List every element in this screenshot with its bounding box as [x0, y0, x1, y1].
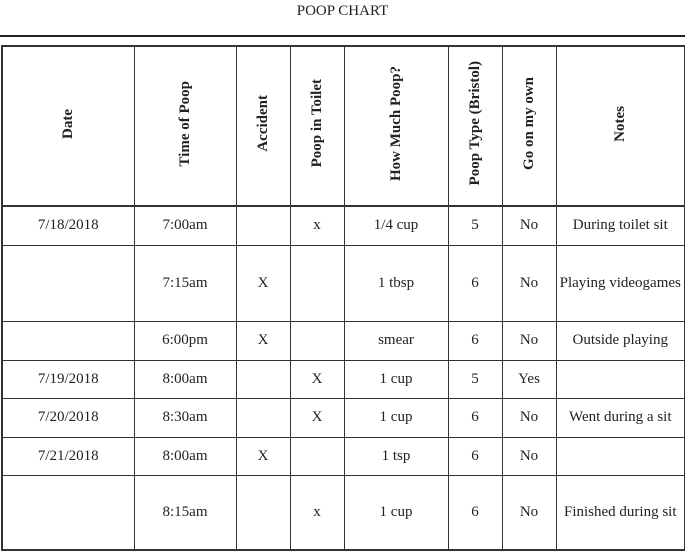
cell-amount: 1 cup [344, 398, 448, 437]
cell-in-toilet [290, 437, 344, 475]
cell-on-own: No [502, 206, 556, 245]
cell-date: 7/18/2018 [2, 206, 134, 245]
column-header-label: How Much Poop? [387, 65, 404, 181]
cell-amount: 1 tsp [344, 437, 448, 475]
poop-chart-table [1, 45, 685, 551]
cell-notes: Went during a sit [556, 398, 685, 437]
column-header-time [134, 46, 236, 206]
divider [0, 35, 685, 37]
cell-in-toilet: x [290, 475, 344, 550]
column-header-label: Time of Poop [176, 80, 193, 167]
column-header-label: Notes [611, 105, 628, 142]
cell-date [2, 321, 134, 360]
cell-type: 6 [448, 398, 502, 437]
table-row [2, 321, 685, 360]
table-row [2, 398, 685, 437]
cell-date: 7/20/2018 [2, 398, 134, 437]
cell-time: 7:00am [134, 206, 236, 245]
cell-accident: X [236, 321, 290, 360]
cell-notes: Playing videogames [556, 245, 685, 321]
column-header-in-toilet [290, 46, 344, 206]
table-row [2, 360, 685, 398]
cell-date [2, 475, 134, 550]
cell-on-own: No [502, 321, 556, 360]
cell-on-own: No [502, 437, 556, 475]
cell-on-own: No [502, 475, 556, 550]
cell-on-own: Yes [502, 360, 556, 398]
column-header-date [2, 46, 134, 206]
column-header-notes [556, 46, 685, 206]
cell-accident [236, 475, 290, 550]
cell-time: 8:15am [134, 475, 236, 550]
cell-in-toilet [290, 321, 344, 360]
cell-type: 6 [448, 475, 502, 550]
cell-amount: 1/4 cup [344, 206, 448, 245]
cell-accident [236, 206, 290, 245]
cell-in-toilet: X [290, 360, 344, 398]
cell-in-toilet [290, 245, 344, 321]
cell-date [2, 245, 134, 321]
column-header-type [448, 46, 502, 206]
cell-accident: X [236, 245, 290, 321]
cell-notes [556, 437, 685, 475]
cell-type: 6 [448, 245, 502, 321]
cell-accident [236, 360, 290, 398]
column-header-amount [344, 46, 448, 206]
table-row [2, 206, 685, 245]
cell-date: 7/19/2018 [2, 360, 134, 398]
cell-type: 5 [448, 206, 502, 245]
cell-time: 8:30am [134, 398, 236, 437]
cell-on-own: No [502, 398, 556, 437]
cell-time: 8:00am [134, 437, 236, 475]
page-title: POOP CHART [296, 3, 389, 19]
cell-type: 6 [448, 437, 502, 475]
column-header-label: Accident [254, 95, 271, 152]
cell-time: 6:00pm [134, 321, 236, 360]
cell-date: 7/21/2018 [2, 437, 134, 475]
cell-time: 7:15am [134, 245, 236, 321]
cell-amount: 1 tbsp [344, 245, 448, 321]
table-row [2, 437, 685, 475]
cell-in-toilet: X [290, 398, 344, 437]
column-header-label: Poop in Toilet [308, 79, 325, 168]
cell-notes: During toilet sit [556, 206, 685, 245]
cell-notes [556, 360, 685, 398]
table-row [2, 245, 685, 321]
cell-accident: X [236, 437, 290, 475]
cell-time: 8:00am [134, 360, 236, 398]
cell-amount: 1 cup [344, 360, 448, 398]
cell-on-own: No [502, 245, 556, 321]
table-row [2, 475, 685, 550]
column-header-on-own [502, 46, 556, 206]
column-header-label: Go on my own [520, 77, 537, 170]
cell-amount: smear [344, 321, 448, 360]
cell-amount: 1 cup [344, 475, 448, 550]
column-header-label: Date [59, 108, 76, 139]
column-header-accident [236, 46, 290, 206]
cell-in-toilet: x [290, 206, 344, 245]
column-header-label: Poop Type (Bristol) [466, 61, 483, 186]
cell-accident [236, 398, 290, 437]
header-row [2, 46, 685, 206]
cell-notes: Outside playing [556, 321, 685, 360]
cell-notes: Finished during sit [556, 475, 685, 550]
cell-type: 6 [448, 321, 502, 360]
cell-type: 5 [448, 360, 502, 398]
